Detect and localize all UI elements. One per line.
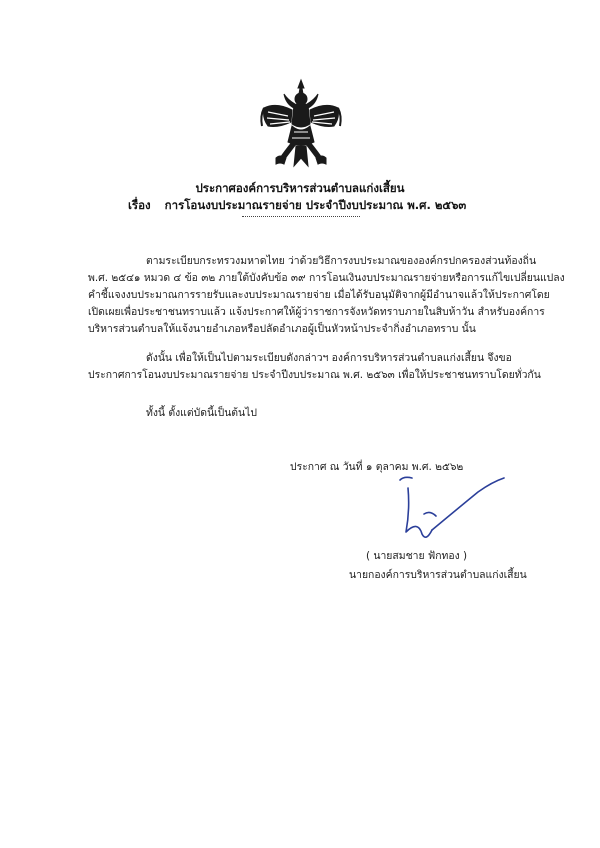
announcement-title: ประกาศองค์การบริหารส่วนตำบลแก่งเสี้ยน [195, 181, 405, 195]
paragraph-line: ดังนั้น เพื่อให้เป็นไปตามระเบียบดังกล่าวฯ องค์การบริหารส่วนตำบลแก่งเสี้ยน จึงขอ [146, 352, 512, 364]
paragraph-line: ตามระเบียบกระทรวงมหาดไทย ว่าด้วยวิธีการงบประมาณขององค์กรปกครองส่วนท้องถิ่น [146, 255, 537, 267]
paragraph-line: ประกาศการโอนงบประมาณรายจ่าย ประจำปีงบประมาณ พ.ศ. ๒๕๖๓ เพื่อให้ประชาชนทราบโดยทั่วกัน [88, 369, 541, 381]
paragraph-line: เปิดเผยเพื่อประชาชนทราบแล้ว แจ้งประกาศให้ผู้ว่าราชการจังหวัดทราบภายในสิบห้าวัน สำหรับองค์การ [88, 306, 545, 318]
dotted-divider [242, 216, 360, 217]
signer-title: นายกองค์การบริหารส่วนตำบลแก่งเสี้ยน [349, 569, 527, 581]
effective-line: ทั้งนี้ ตั้งแต่บัดนี้เป็นต้นไป [146, 407, 257, 419]
subject-label: เรื่อง [128, 198, 151, 212]
subject-line [128, 197, 466, 215]
garuda-emblem-icon [258, 78, 344, 170]
paragraph-line: บริหารส่วนตำบลให้แจ้งนายอำเภอหรือปลัดอำเภอผู้เป็นหัวหน้าประจำกิ่งอำเภอทราบ นั้น [88, 323, 476, 335]
signer-name: ( นายสมชาย ฟักทอง ) [366, 550, 468, 562]
handwritten-signature [396, 470, 506, 550]
paragraph-line: พ.ศ. ๒๕๔๑ หมวด ๔ ข้อ ๓๒ ภายใต้บังคับข้อ ๓๙ การโอนเงินงบประมาณรายจ่ายหรือการแก้ไขเปลี่ยนแปลง [88, 272, 565, 284]
announcement-date: ประกาศ ณ วันที่ ๑ ตุลาคม พ.ศ. ๒๕๖๒ [290, 461, 464, 473]
paragraph-line: คำชี้แจงงบประมาณการรายรับและงบประมาณรายจ่าย เมื่อได้รับอนุมัติจากผู้มีอำนาจแล้วให้ประกาศโดย [88, 289, 550, 301]
subject-text: การโอนงบประมาณรายจ่าย ประจำปีงบประมาณ พ.ศ. ๒๕๖๓ [164, 198, 467, 212]
